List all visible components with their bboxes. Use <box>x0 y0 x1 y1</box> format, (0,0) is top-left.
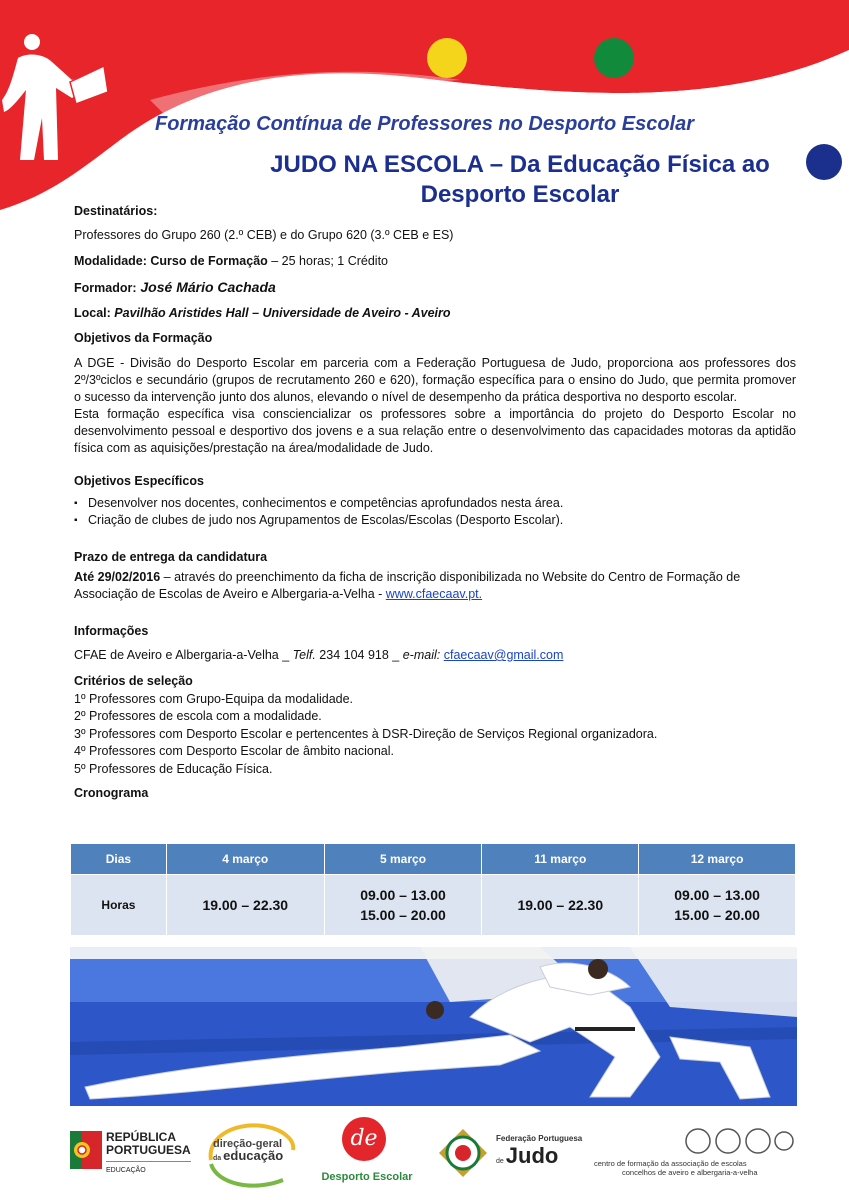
cfae-seals-icon <box>684 1125 794 1157</box>
table-header-cell: 5 março <box>324 844 482 875</box>
cronograma-table <box>70 843 796 936</box>
cfae-line-2: concelhos de aveiro e albergaria-a-velha <box>622 1168 758 1177</box>
table-header-row <box>71 844 796 875</box>
website-link[interactable]: www.cfaecaav.pt. <box>385 587 483 601</box>
destinatarios-label: Destinatários: <box>74 204 158 218</box>
prazo-heading: Prazo de entrega da candidatura <box>74 550 268 564</box>
fpj-line-1: Federação Portuguesa <box>496 1134 583 1143</box>
modalidade-label: Modalidade: Curso de Formação <box>74 254 268 268</box>
judo-photo <box>70 947 797 1106</box>
time-range: 09.00 – 13.00 <box>674 887 760 903</box>
formador-name: José Mário Cachada <box>136 279 276 295</box>
informacoes-org: CFAE de Aveiro e Albergaria-a-Velha _ <box>74 648 293 662</box>
page-title <box>210 150 830 210</box>
list-item: ▪ Desenvolver nos docentes, conhecimentos e competências aprofundados nesta área. <box>88 495 796 512</box>
table-cell <box>639 875 796 936</box>
informacoes-heading: Informações <box>74 624 149 638</box>
objetivos-para-2: Esta formação específica visa consciencializar os professores sobre a importância do projeto do Desporto Escolar no desenvolvimento pessoal e desportivo dos jovens e a sua relação entre o desenvolvimento das capacidades motoras da aptidão física com as aquisições/prestação na área/modalidade de Judo. <box>74 407 796 455</box>
footer-logos <box>0 1115 849 1200</box>
table-header-cell: Dias <box>71 844 167 875</box>
telf-label: Telf. <box>292 648 316 662</box>
modalidade-text: – 25 horas; 1 Crédito <box>267 254 388 268</box>
title-line-2: Desporto Escolar <box>420 181 620 208</box>
especificos-list <box>74 495 796 529</box>
cronograma-heading: Cronograma <box>74 786 149 800</box>
destinatarios-text: Professores do Grupo 260 (2.º CEB) e do Grupo 620 (3.º CEB e ES) <box>74 228 454 242</box>
green-dot <box>594 38 634 78</box>
time-range: 19.00 – 22.30 <box>202 897 289 913</box>
yellow-dot <box>427 38 467 78</box>
criterios-section <box>74 673 796 778</box>
prazo-text <box>74 569 796 603</box>
dge-line-2: da <box>213 1155 222 1162</box>
time-range: 15.00 – 20.00 <box>360 907 446 923</box>
local-text: Pavilhão Aristides Hall – Universidade de Aveiro - Aveiro <box>110 306 451 320</box>
table-header-cell: 12 março <box>639 844 796 875</box>
prazo-body: – através do preenchimento da ficha de inscrição disponibilizada no Website do Centro de Formação de Associação de Escolas de Aveiro e Albergaria-a-Velha - <box>74 570 741 601</box>
row-label: Horas <box>71 875 167 936</box>
republica-line-1: REPÚBLICA <box>106 1130 177 1144</box>
criterio-item: 4º Professores com Desporto Escolar de âmbito nacional. <box>74 744 394 758</box>
criterio-item: 5º Professores de Educação Física. <box>74 761 273 776</box>
criterio-item: 3º Professores com Desporto Escolar e pertencentes à DSR-Direção de Serviços Regional organizadora. <box>74 726 658 741</box>
table-row <box>71 875 796 936</box>
republica-line-3: EDUCAÇÃO <box>106 1161 191 1177</box>
prazo-date: Até 29/02/2016 <box>74 570 161 584</box>
fpj-line-3: Judo <box>505 1143 559 1168</box>
informacoes-line <box>74 647 796 664</box>
republica-line-2: PORTUGUESA <box>106 1143 191 1157</box>
desporto-escolar-logo <box>312 1117 422 1197</box>
especificos-heading: Objetivos Específicos <box>74 474 204 488</box>
telf-value: 234 104 918 _ <box>315 648 403 662</box>
objetivos-para-1: A DGE - Divisão do Desporto Escolar em parceria com a Federação Portuguesa de Judo, proporciona aos professores dos 2º/3ºciclos e secundário (grupos de recrutamento 260 e 620), formação específica para o ensino do Judo, que permita promover o sucesso da intervenção junto dos alunos, elevando o nível de desempenho da prática desportiva no desporto escolar. <box>74 356 796 404</box>
dge-line-1: direção-geral <box>213 1138 283 1150</box>
criterios-heading: Critérios de seleção <box>74 674 193 688</box>
table-cell <box>324 875 482 936</box>
desporto-escolar-label: Desporto Escolar <box>321 1171 413 1183</box>
flag-shield-icon <box>70 1131 102 1169</box>
time-range: 19.00 – 22.30 <box>517 897 604 913</box>
modalidade-line <box>74 253 796 270</box>
fpj-crest-icon <box>438 1128 488 1178</box>
email-label: e-mail: <box>402 648 441 662</box>
document-body <box>74 203 796 802</box>
objetivos-heading: Objetivos da Formação <box>74 331 213 345</box>
criterio-item: 1º Professores com Grupo-Equipa da modalidade. <box>74 691 354 706</box>
table-cell <box>166 875 324 936</box>
formador-label: Formador: <box>74 281 137 295</box>
republica-portuguesa-logo <box>70 1127 195 1187</box>
table-header-cell: 11 março <box>482 844 639 875</box>
dge-line-3: educação <box>223 1148 284 1163</box>
email-link[interactable]: cfaecaav@gmail.com <box>443 648 564 662</box>
list-item: ▪ Criação de clubes de judo nos Agrupamentos de Escolas/Escolas (Desporto Escolar). <box>88 512 796 529</box>
time-range: 09.00 – 13.00 <box>360 887 446 903</box>
local-line <box>74 305 796 322</box>
time-range: 15.00 – 20.00 <box>674 907 760 923</box>
table-header-cell: 4 março <box>166 844 324 875</box>
criterio-item: 2º Professores de escola com a modalidade. <box>74 709 322 723</box>
cfae-line-1: centro de formação da associação de escolas <box>594 1159 747 1168</box>
table-cell <box>482 875 639 936</box>
de-mark: de <box>342 1117 386 1161</box>
header-subtitle: Formação Contínua de Professores no Desporto Escolar <box>154 113 694 135</box>
cfae-logo <box>594 1125 794 1191</box>
dge-logo <box>203 1120 298 1192</box>
fpj-logo <box>438 1120 588 1190</box>
local-label: Local: <box>74 306 111 320</box>
formador-line <box>74 279 796 297</box>
title-line-1: JUDO NA ESCOLA – Da Educação Física ao <box>270 151 770 178</box>
fpj-line-2: de <box>496 1158 504 1165</box>
